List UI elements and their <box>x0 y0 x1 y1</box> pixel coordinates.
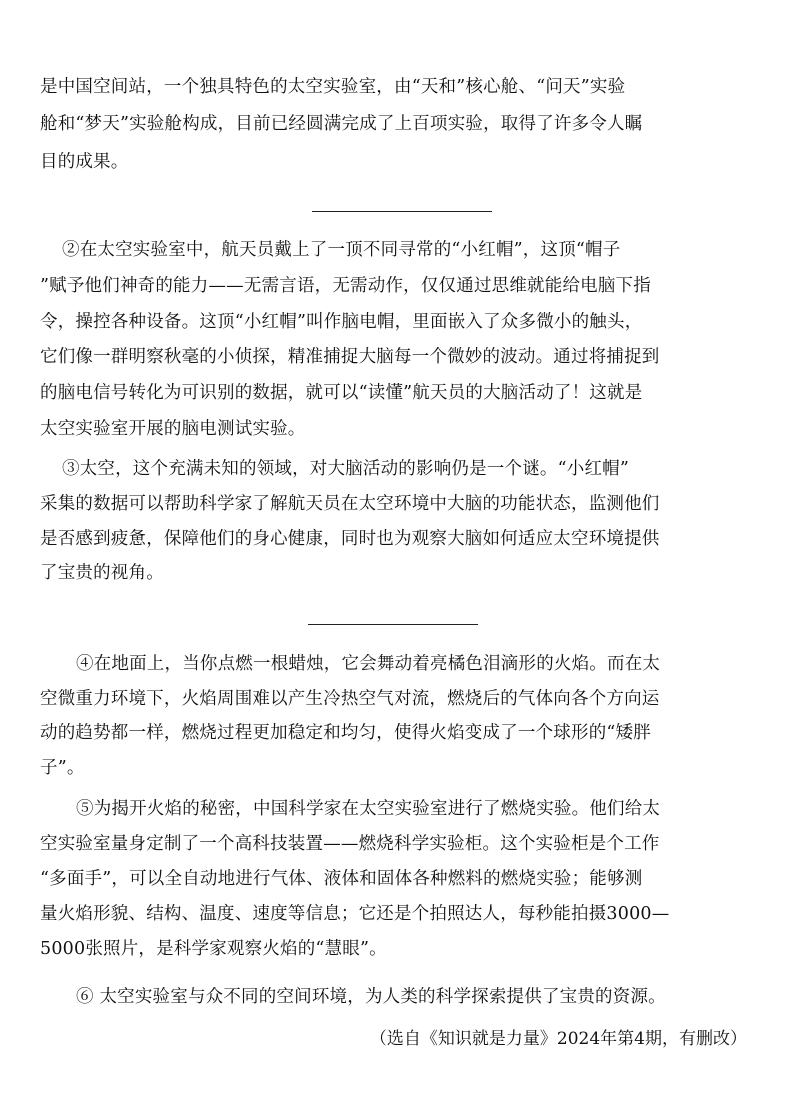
paragraph-line: 了宝贵的视角。 <box>40 563 164 583</box>
paragraph-line: 采集的数据可以帮助科学家了解航天员在太空环境中大脑的功能状态，监测他们 <box>40 494 660 514</box>
paragraph-line: 是中国空间站，一个独具特色的太空实验室，由“天和”核心舱、“问天”实验 <box>40 77 626 97</box>
paragraph-line: 目的成果。 <box>40 152 129 172</box>
source-citation: （选自《知识就是力量》2024年第4期，有删改） <box>369 1029 747 1049</box>
paragraph-line: 量火焰形貌、结构、温度、速度等信息；它还是个拍照达人，每秒能拍摄3000— <box>40 904 670 924</box>
paragraph-line: 5000张照片，是科学家观察火焰的“慧眼”。 <box>40 939 387 959</box>
blank-answer-line <box>312 211 492 212</box>
paragraph-line: 子”。 <box>40 758 85 778</box>
paragraph-line: 空实验室量身定制了一个高科技装置——燃烧科学实验柜。这个实验柜是个工作 <box>40 834 660 854</box>
paragraph-line: “多面手”，可以全自动地进行气体、液体和固体各种燃料的燃烧实验；能够测 <box>40 869 643 889</box>
paragraph-line: ”赋予他们神奇的能力——无需言语，无需动作，仅仅通过思维就能给电脑下指 <box>40 276 651 296</box>
paragraph-line: 动的趋势都一样，燃烧过程更加稳定和均匀，使得火焰变成了一个球形的“矮胖 <box>40 723 651 743</box>
paragraph-line: 太空实验室开展的脑电测试实验。 <box>40 419 306 439</box>
blank-answer-line <box>308 624 478 625</box>
paragraph-line: 的脑电信号转化为可识别的数据，就可以“读懂”航天员的大脑活动了！这就是 <box>40 383 643 403</box>
paragraph-line: ③太空，这个充满未知的领域，对大脑活动的影响仍是一个谜。“小红帽” <box>62 459 629 479</box>
paragraph-line: 它们像一群明察秋毫的小侦探，精准捕捉大脑每一个微妙的波动。通过将捕捉到 <box>40 347 660 367</box>
paragraph-line: 空微重力环境下，火焰周围难以产生冷热空气对流，燃烧后的气体向各个方向运 <box>40 689 660 709</box>
paragraph-line: 令，操控各种设备。这顶“小红帽”叫作脑电帽，里面嵌入了众多微小的触头， <box>40 312 643 332</box>
paragraph-line: ④在地面上，当你点燃一根蜡烛，它会舞动着亮橘色泪滴形的火焰。而在太 <box>76 654 661 674</box>
paragraph-line: 是否感到疲惫，保障他们的身心健康，同时也为观察大脑如何适应太空环境提供 <box>40 529 660 549</box>
paragraph-line: ⑤为揭开火焰的秘密，中国科学家在太空实验室进行了燃烧实验。他们给太 <box>76 799 661 819</box>
paragraph-line: 舱和“梦天”实验舱构成，目前已经圆满完成了上百项实验，取得了许多令人瞩 <box>40 114 643 134</box>
paragraph-line: ⑥ 太空实验室与众不同的空间环境，为人类的科学探索提供了宝贵的资源。 <box>76 987 666 1007</box>
paragraph-line: ②在太空实验室中，航天员戴上了一顶不同寻常的“小红帽”，这顶“帽子 <box>62 240 621 260</box>
